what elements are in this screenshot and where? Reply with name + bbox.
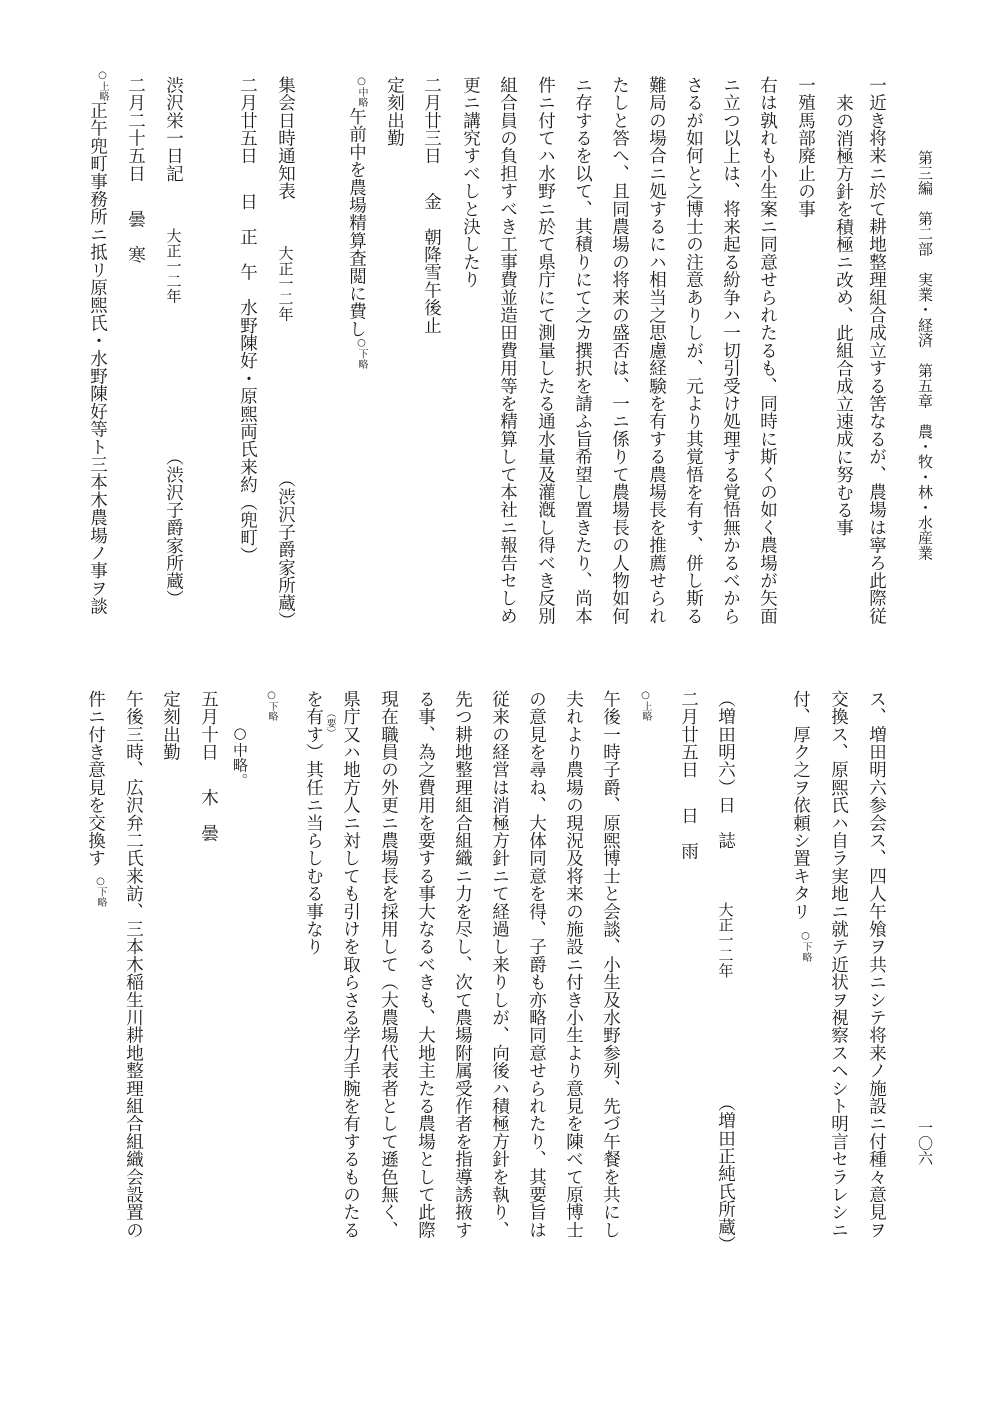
text-column: たしと答へ、且同農場の将来の盛否は、一ニ係りて農場長の人物如何 (609, 76, 630, 625)
omission-marker: ○下略 (800, 930, 811, 963)
entry-date-line (679, 690, 697, 860)
text-column: 先つ耕地整理組合組織ニ力を尽し、次て農場附属受作者を指導誘掖す (452, 690, 473, 1239)
entry-line (238, 76, 256, 564)
entry-text: 午前中を農場精算査閲に費し (346, 107, 367, 338)
omission-marker: ○中略。 (231, 724, 249, 788)
text-column: の意見を尋ね、大体同意を得、子爵も亦略同意せられたり、其要旨は (526, 690, 547, 1239)
text-column: さるが如何と之博士の注意ありしが、元より其覚悟を有す、併し斯る (683, 76, 704, 625)
text-column: を有す）其任ニ当らしむる事なり (303, 690, 324, 956)
entry-date-line (422, 76, 440, 334)
entry-text: 正午兜町事務所ニ抵リ原煕氏・水野陳好等ト三本木農場ノ事ヲ談 (87, 101, 108, 615)
omission-marker: ○下略 (95, 875, 106, 908)
annotation: （要） (324, 708, 335, 739)
text-column: 組合員の負担すべき工事費並造田費用等を精算して本社ニ報告セしめ (497, 76, 518, 625)
text-column (86, 690, 105, 907)
text-column: 一殖馬部廃止の事 (795, 76, 816, 218)
entry-line (88, 70, 107, 615)
entry-text: 件ニ付き意見を交換す (85, 690, 106, 867)
text-column (791, 690, 810, 962)
source-heading (716, 690, 734, 978)
text-column: 来の消極方針を積極ニ改め、此組合成立速成に努むる事 (833, 94, 854, 537)
text-column (347, 76, 366, 369)
text-column: 午後三時、広沢弁二氏来訪、三本木稲生川耕地整理組合組織会設置の (123, 690, 144, 1239)
running-title: 第三編 第二部 実業・経済 第五章 農・牧・林・水産業 (916, 150, 934, 561)
text-column: 現在職員の外更ニ農場長を採用して（大農場代表者として遜色無く、 (378, 690, 399, 1239)
omission-marker: ○下略 (356, 337, 367, 370)
entry-date: 二月廿五日 (237, 76, 258, 165)
text-column: ニ存するを以て、其積りにて之カ撰択を請ふ旨希望し置きたり、尚本 (572, 76, 593, 625)
text-column: ス、増田明六参会ス、四人午飧ヲ共ニシテ将来ノ施設ニ付種々意見ヲ (866, 690, 887, 1239)
source-holder: （渋沢子爵家所蔵） (163, 448, 184, 608)
entry-date: 二月廿三日 (421, 76, 442, 165)
source-title: （増田明六）日 誌 (715, 690, 736, 850)
entry-weather: 日 雨 (678, 806, 699, 860)
text-column: 県庁又ハ地方人ニ対しても引けを取らさる学力手腕を有するものたる (340, 690, 361, 1239)
omission-marker: ○上略 (640, 690, 651, 722)
source-title: 集会日時通知表 (275, 76, 296, 200)
text-column: 定刻出勤 (384, 76, 405, 147)
omission-marker: ○中略 (356, 76, 367, 108)
source-year: 大正一二年 (716, 901, 735, 978)
entry-weather: 曇 寒 (125, 210, 146, 264)
source-holder: （渋沢子爵家所蔵） (275, 470, 296, 630)
text-column: 更ニ講究すべしと決したり (460, 76, 481, 289)
text-column: ニ立つ以上は、将来起る紛争ハ一切引受け処理する覚悟無かるべから (720, 76, 741, 625)
entry-text: 付、厚ク之ヲ依頼シ置キタリ (790, 690, 811, 921)
text-column: 交換ス、原煕氏ハ自ラ実地ニ就テ近状ヲ視察スヘシト明言セラレシニ (828, 690, 849, 1239)
entry-date-line (126, 76, 144, 263)
text-column: 定刻出勤 (160, 690, 181, 761)
source-heading (276, 76, 294, 321)
text-column: 難局の場合ニ処するにハ相当之思慮経験を有する農場長を推薦せられ (646, 76, 667, 625)
entry-date: 二月二十五日 (125, 76, 146, 183)
entry-weather: 木 曇 (198, 788, 219, 842)
page-number: 一〇六 (916, 1120, 934, 1166)
entry-text: 日 正 午 水野陳好・原煕両氏来約（兜町） (237, 192, 258, 565)
text-column: る事、為之費用を要する事大なるべきも、大地主たる農場として此際 (415, 690, 436, 1239)
omission-marker: ○下略 (266, 690, 277, 722)
entry-date-line (199, 690, 217, 842)
text-column: 件ニ付てハ水野ニ於て県庁にて測量したる通水量及灌漑し得べき反別 (535, 76, 556, 625)
text-column: 午後一時子爵、原煕博士と会談、小生及水野参列、先づ午餐を共にし (600, 690, 621, 1239)
text-column: 一近き将来ニ於て耕地整理組合成立する筈なるが、農場は寧ろ此際従 (866, 76, 887, 625)
entry-date: 二月廿五日 (678, 690, 699, 779)
text-column: 右は孰れも小生案ニ同意せられたるも、同時に斯くの如く農場が矢面 (757, 76, 778, 625)
entry-weather: 金 朝降雪午後止 (421, 192, 442, 335)
source-title: 渋沢栄一日記 (163, 76, 184, 183)
source-holder: （増田正純氏所蔵） (715, 1094, 736, 1254)
source-year: 大正一二年 (164, 227, 183, 304)
source-year: 大正一二年 (276, 245, 295, 322)
entry-date: 五月十日 (198, 690, 219, 761)
omission-marker: ○上略 (97, 70, 108, 102)
text-column: 夫れより農場の現況及将来の施設ニ付き小生より意見を陳べて原博士 (563, 690, 584, 1239)
source-heading (164, 76, 182, 304)
text-column: 従来の経営は消極方針ニて経過し来りしが、向後ハ積極方針を執り、 (489, 690, 510, 1239)
